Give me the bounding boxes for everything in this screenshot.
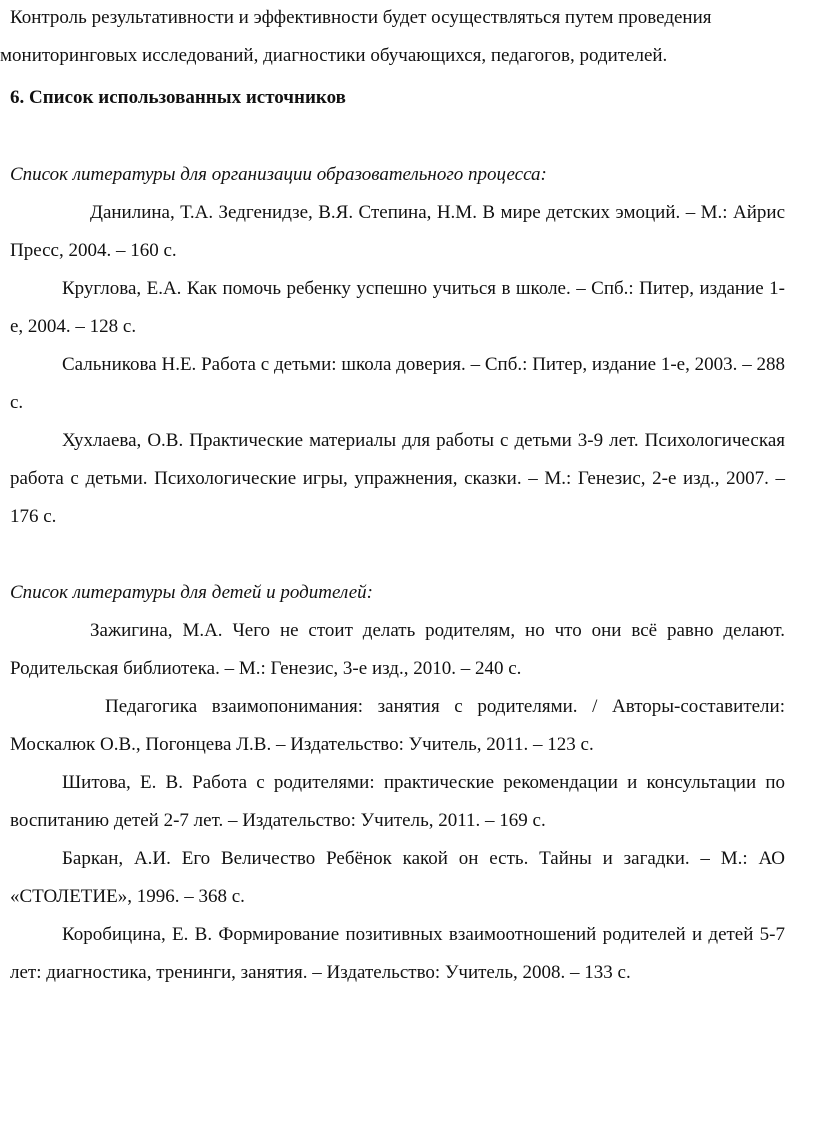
spacer [10, 536, 785, 574]
reference-item: Коробицина, Е. В. Формирование позитивных взаимоотношений родителей и детей 5-7 лет: диагностика, тренинги, занятия. – Издательство: Учитель, 2008. – 133 с. [10, 924, 785, 983]
reference-item: Сальникова Н.Е. Работа с детьми: школа доверия. – Спб.: Питер, издание 1-е, 2003. – 288 с. [10, 354, 785, 413]
section-title-1: Список литературы для организации образовательного процесса: [10, 164, 547, 185]
section-title-2: Список литературы для детей и родителей: [10, 582, 373, 603]
reference-item: Данилина, Т.А. Зедгенидзе, В.Я. Степина, Н.М. В мире детских эмоций. – М.: Айрис Пресс, 2004. – 160 с. [10, 202, 785, 261]
spacer [10, 118, 785, 156]
section-heading: 6. Список использованных источников [10, 87, 346, 108]
reference-item: Педагогика взаимопонимания: занятия с родителями. / Авторы-составители: Москалюк О.В., Погонцева Л.В. – Издательство: Учитель, 2011. – 123 с. [10, 696, 785, 755]
intro-line-2: мониторинговых исследований, диагностики обучающихся, педагогов, родителей. [0, 45, 668, 66]
reference-item: Круглова, Е.А. Как помочь ребенку успешно учиться в школе. – Спб.: Питер, издание 1-е, 2004. – 128 с. [10, 278, 785, 337]
intro-line-1: Контроль результативности и эффективности будет осуществляться путем проведения [10, 7, 712, 28]
reference-item: Баркан, А.И. Его Величество Ребёнок какой он есть. Тайны и загадки. – М.: АО «СТОЛЕТИЕ», 1996. – 368 с. [10, 848, 785, 907]
reference-item: Шитова, Е. В. Работа с родителями: практические рекомендации и консультации по воспитанию детей 2-7 лет. – Издательство: Учитель, 2011. – 169 с. [10, 772, 785, 831]
reference-item: Зажигина, М.А. Чего не стоит делать родителям, но что они всё равно делают. Родительская библиотека. – М.: Генезис, 3-е изд., 2010. – 240 с. [10, 620, 785, 679]
reference-item: Хухлаева, О.В. Практические материалы для работы с детьми 3-9 лет. Психологическая работа с детьми. Психологические игры, упражнения, сказки. – М.: Генезис, 2-е изд., 2007. – 176 с. [10, 430, 785, 527]
